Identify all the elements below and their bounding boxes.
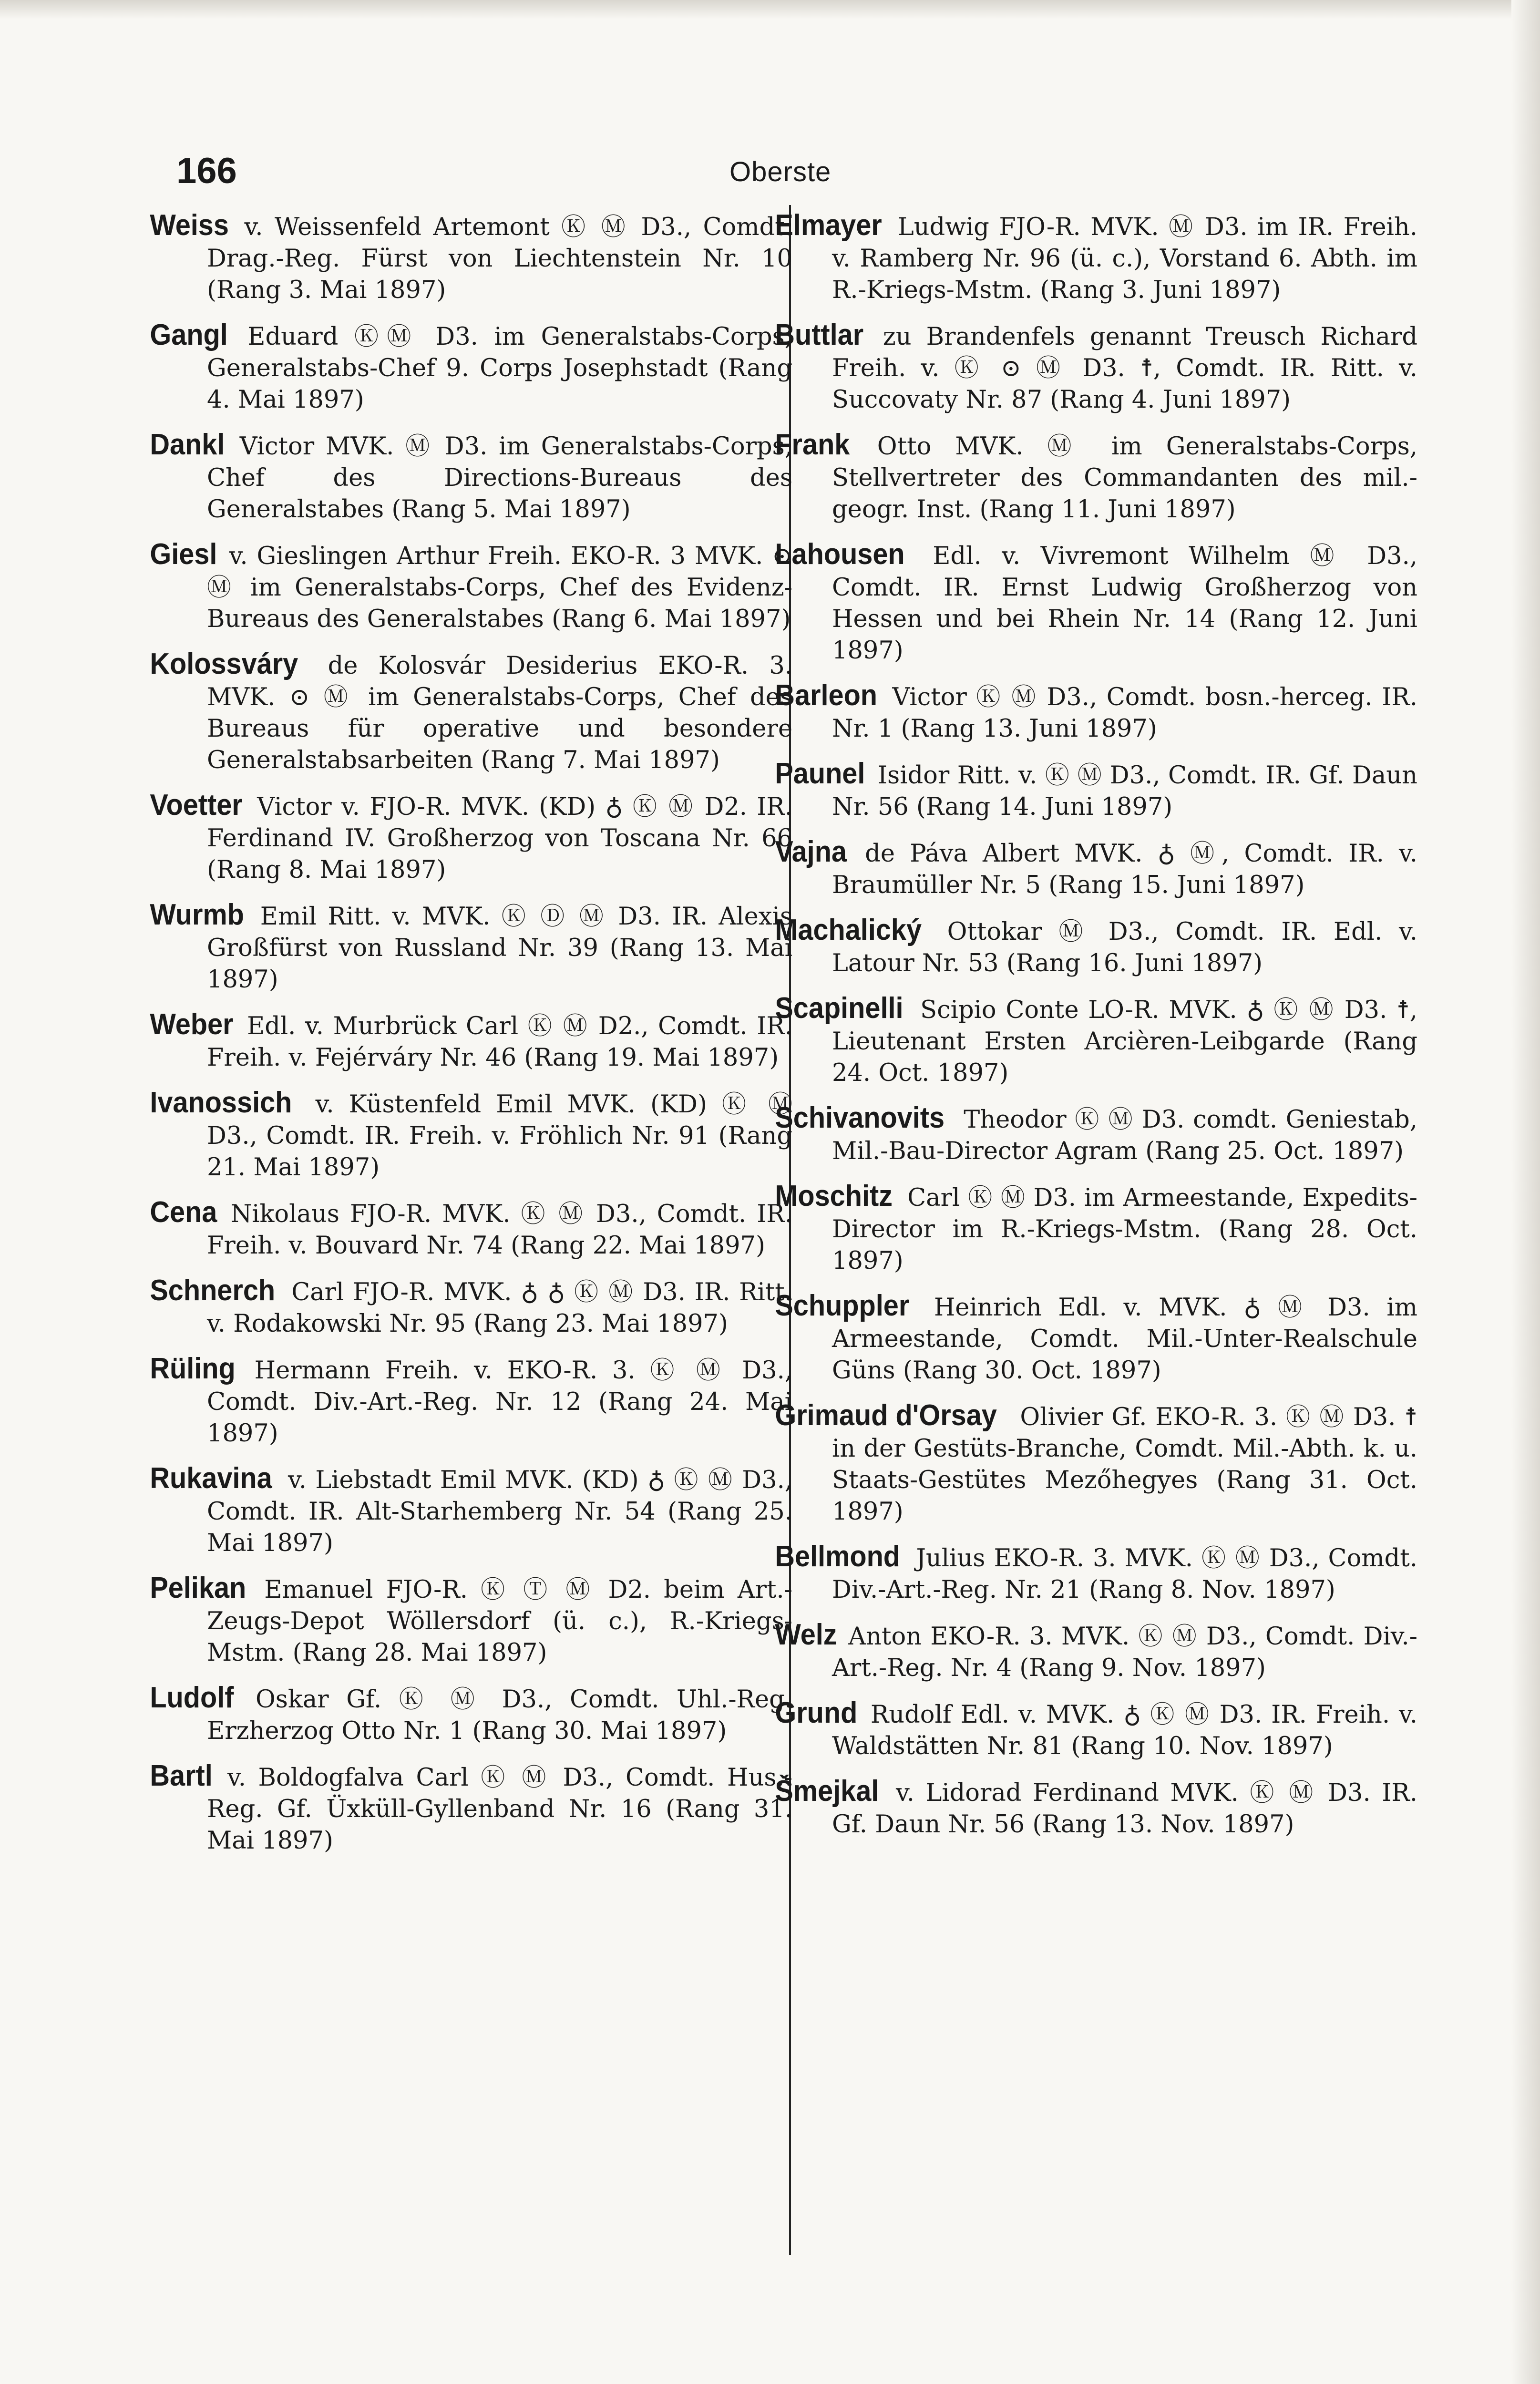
entry-text: Otto MVK. Ⓜ im Generalstabs-Corps, Stellvertreter des Commandanten des mil.-geogr. Inst. (Rang 11. Juni 1897) [832, 432, 1417, 524]
page-header [176, 150, 1397, 193]
entry [775, 1180, 1417, 1277]
entry [775, 992, 1417, 1089]
running-head: Oberste [729, 156, 832, 187]
entry-text: Julius EKO-R. 3. MVK. Ⓚ Ⓜ D3., Comdt. Div.-Art.-Reg. Nr. 21 (Rang 8. Nov. 1897) [832, 1544, 1417, 1604]
entry [150, 1572, 792, 1669]
entry-name: Bartl [150, 1759, 213, 1792]
entry-name: Grimaud d'Orsay [775, 1399, 997, 1432]
entry [150, 1759, 792, 1857]
entry-text: zu Brandenfels genannt Treusch Richard Freih. v. Ⓚ ⊙ Ⓜ D3. ☨, Comdt. IR. Ritt. v. Succovaty Nr. 87 (Rang 4. Juni 1897) [832, 323, 1417, 414]
entry [775, 1775, 1417, 1840]
entry-text: Victor Ⓚ Ⓜ D3., Comdt. bosn.-herceg. IR. Nr. 1 (Rang 13. Juni 1897) [832, 683, 1417, 743]
entry-name: Kolossváry [150, 647, 298, 680]
entry [150, 209, 792, 306]
entry [150, 789, 792, 886]
entry-text: Anton EKO-R. 3. MVK. Ⓚ Ⓜ D3., Comdt. Div.-Art.-Reg. Nr. 4 (Rang 9. Nov. 1897) [832, 1623, 1417, 1682]
entry [775, 428, 1417, 525]
entry [150, 1681, 792, 1747]
entry-text: v. Küstenfeld Emil MVK. (KD) Ⓚ Ⓜ D3., Comdt. IR. Freih. v. Fröhlich Nr. 91 (Rang 21. Mai 1897) [207, 1090, 792, 1182]
entry-text: v. Gieslingen Arthur Freih. EKO-R. 3 MVK. ⊙ Ⓜ im Generalstabs-Corps, Chef des Evidenz-Bureaus des Generalstabes (Rang 6. Mai 1897) [207, 542, 792, 633]
entry-text: Oskar Gf. Ⓚ Ⓜ D3., Comdt. Uhl.-Reg. Erzherzog Otto Nr. 1 (Rang 30. Mai 1897) [207, 1685, 792, 1745]
entry-text: Carl FJO-R. MVK. ♁ ♁ Ⓚ Ⓜ D3. IR. Ritt. v. Rodakowski Nr. 95 (Rang 23. Mai 1897) [207, 1278, 792, 1338]
entry-text: Scipio Conte LO-R. MVK. ♁ Ⓚ Ⓜ D3. ☨, Lieutenant Ersten Arcièren-Leibgarde (Rang 24. Oct. 1897) [832, 996, 1417, 1087]
right-column [775, 209, 1417, 1854]
entry-text: Nikolaus FJO-R. MVK. Ⓚ Ⓜ D3., Comdt. IR. Freih. v. Bouvard Nr. 74 (Rang 22. Mai 1897) [207, 1200, 792, 1260]
entry-name: Bellmond [775, 1540, 901, 1573]
entry [150, 647, 792, 776]
entry-name: Voetter [150, 789, 243, 822]
entry-name: Barleon [775, 679, 878, 712]
entry-text: Carl Ⓚ Ⓜ D3. im Armeestande, Expedits-Director im R.-Kriegs-Mstm. (Rang 28. Oct. 1897) [832, 1184, 1417, 1275]
entry-name: Elmayer [775, 209, 882, 242]
entry [775, 1101, 1417, 1167]
entry-text: Hermann Freih. v. EKO-R. 3. Ⓚ Ⓜ D3., Comdt. Div.-Art.-Reg. Nr. 12 (Rang 24. Mai 1897) [207, 1356, 792, 1448]
entry-text: v. Lidorad Ferdinand MVK. Ⓚ Ⓜ D3. IR. Gf. Daun Nr. 56 (Rang 13. Nov. 1897) [832, 1779, 1417, 1839]
entry-text: de Páva Albert MVK. ♁ Ⓜ, Comdt. IR. v. Braumüller Nr. 5 (Rang 15. Juni 1897) [832, 840, 1417, 899]
entry-name: Paunel [775, 757, 865, 790]
entry [150, 1274, 792, 1340]
entry [150, 428, 792, 525]
entry-name: Dankl [150, 428, 225, 461]
entry [775, 1696, 1417, 1762]
entry [150, 1462, 792, 1559]
entry [775, 209, 1417, 306]
entry-text: de Kolosvár Desiderius EKO-R. 3. MVK. ⊙ Ⓜ im Generalstabs-Corps, Chef des Bureaus für operative und besondere Generalstabsarbeiten (Rang 7. Mai 1897) [207, 652, 792, 774]
entry [775, 1289, 1417, 1387]
entry [775, 1618, 1417, 1684]
entry-name: Vajna [775, 835, 847, 868]
entry-text: Emil Ritt. v. MVK. Ⓚ Ⓓ Ⓜ D3. IR. Alexis Großfürst von Russland Nr. 39 (Rang 13. Mai 1897) [207, 903, 792, 994]
entry-text: Olivier Gf. EKO-R. 3. Ⓚ Ⓜ D3. ☨ in der Gestüts-Branche, Comdt. Mil.-Abth. k. u. Staats-Gestütes Mezőhegyes (Rang 31. Oct. 1897) [832, 1403, 1417, 1526]
entry-name: Frank [775, 428, 850, 461]
entry-name: Machalický [775, 914, 922, 946]
entry-text: Heinrich Edl. v. MVK. ♁ Ⓜ D3. im Armeestande, Comdt. Mil.-Unter-Realschule Güns (Rang 30. Oct. 1897) [832, 1294, 1417, 1385]
entry [775, 1540, 1417, 1606]
entry-name: Wurmb [150, 898, 244, 931]
entry [150, 1352, 792, 1449]
entry-name: Lahousen [775, 538, 905, 571]
entry [775, 679, 1417, 745]
entry-text: Edl. v. Murbrück Carl Ⓚ Ⓜ D2., Comdt. IR. Freih. v. Fejérváry Nr. 46 (Rang 19. Mai 1897) [207, 1012, 792, 1072]
entry-name: Scapinelli [775, 992, 903, 1025]
entry-name: Weber [150, 1008, 234, 1041]
entry-text: Isidor Ritt. v. Ⓚ Ⓜ D3., Comdt. IR. Gf. Daun Nr. 56 (Rang 14. Juni 1897) [832, 761, 1417, 821]
entry-name: Giesl [150, 538, 217, 571]
entry-name: Gangl [150, 319, 228, 351]
entry-text: Theodor Ⓚ Ⓜ D3. comdt. Geniestab, Mil.-Bau-Director Agram (Rang 25. Oct. 1897) [832, 1106, 1417, 1165]
entry [150, 1086, 792, 1183]
entry-text: Eduard ⓀⓂ D3. im Generalstabs-Corps, Generalstabs-Chef 9. Corps Josephstadt (Rang 4. Mai 1897) [207, 323, 792, 414]
entry-text: Ludwig FJO-R. MVK. Ⓜ D3. im IR. Freih. v. Ramberg Nr. 96 (ü. c.), Vorstand 6. Abth. im R.-Kriegs-Mstm. (Rang 3. Juni 1897) [832, 213, 1417, 304]
entry [150, 1008, 792, 1074]
entry-name: Rüling [150, 1352, 236, 1385]
entry-text: Victor v. FJO-R. MVK. (KD) ♁ Ⓚ Ⓜ D2. IR. Ferdinand IV. Großherzog von Toscana Nr. 66 (Rang 8. Mai 1897) [207, 793, 792, 884]
page-number: 166 [176, 151, 237, 191]
entry [775, 914, 1417, 979]
entry-name: Cena [150, 1196, 217, 1229]
entry-text: v. Boldogfalva Carl Ⓚ Ⓜ D3., Comdt. Hus.-Reg. Gf. Üxküll-Gyllenband Nr. 16 (Rang 31. Mai 1897) [207, 1764, 792, 1855]
entry-name: Buttlar [775, 319, 864, 351]
entry-name: Schivanovits [775, 1101, 945, 1134]
entry-name: Weiss [150, 209, 229, 242]
entry-text: Ottokar Ⓜ D3., Comdt. IR. Edl. v. Latour Nr. 53 (Rang 16. Juni 1897) [832, 918, 1417, 977]
entry-name: Ivanossich [150, 1086, 292, 1119]
entry-name: Grund [775, 1696, 858, 1729]
entry [775, 319, 1417, 416]
entry [150, 538, 792, 635]
entry-text: Victor MVK. Ⓜ D3. im Generalstabs-Corps, Chef des Directions-Bureaus des Generalstabes (Rang 5. Mai 1897) [207, 432, 792, 524]
entry-text: Emanuel FJO-R. Ⓚ Ⓣ Ⓜ D2. beim Art.-Zeugs-Depot Wöllersdorf (ü. c.), R.-Kriegs-Mstm. (Rang 28. Mai 1897) [207, 1576, 792, 1667]
entry-name: Moschitz [775, 1180, 893, 1213]
entry-name: Schnerch [150, 1274, 276, 1307]
entry-text: Edl. v. Vivremont Wilhelm Ⓜ D3., Comdt. IR. Ernst Ludwig Großherzog von Hessen und bei Rhein Nr. 14 (Rang 12. Juni 1897) [832, 542, 1417, 665]
entry [150, 1196, 792, 1262]
entry-name: Welz [775, 1618, 837, 1651]
entry-name: Schuppler [775, 1289, 910, 1322]
entry [775, 757, 1417, 823]
entry [775, 1399, 1417, 1528]
entry-name: Pelikan [150, 1572, 246, 1604]
entry-name: Ludolf [150, 1681, 234, 1714]
page-right-shadow [1511, 0, 1540, 2384]
entry-name: Šmejkal [775, 1775, 879, 1808]
entry [775, 538, 1417, 667]
entry [150, 898, 792, 996]
page-top-shadow [0, 0, 1540, 19]
entry-name: Rukavina [150, 1462, 272, 1495]
entry [775, 835, 1417, 901]
entry [150, 319, 792, 416]
entry-text: v. Liebstadt Emil MVK. (KD) ♁ Ⓚ Ⓜ D3., Comdt. IR. Alt-Starhemberg Nr. 54 (Rang 25. Mai 1897) [207, 1466, 792, 1557]
entry-text: Rudolf Edl. v. MVK. ♁ Ⓚ Ⓜ D3. IR. Freih. v. Waldstätten Nr. 81 (Rang 10. Nov. 1897) [832, 1701, 1417, 1760]
left-column [150, 209, 792, 1870]
entry-text: v. Weissenfeld Artemont Ⓚ Ⓜ D3., Comdt. Drag.-Reg. Fürst von Liechtenstein Nr. 10 (Rang 3. Mai 1897) [207, 213, 792, 304]
